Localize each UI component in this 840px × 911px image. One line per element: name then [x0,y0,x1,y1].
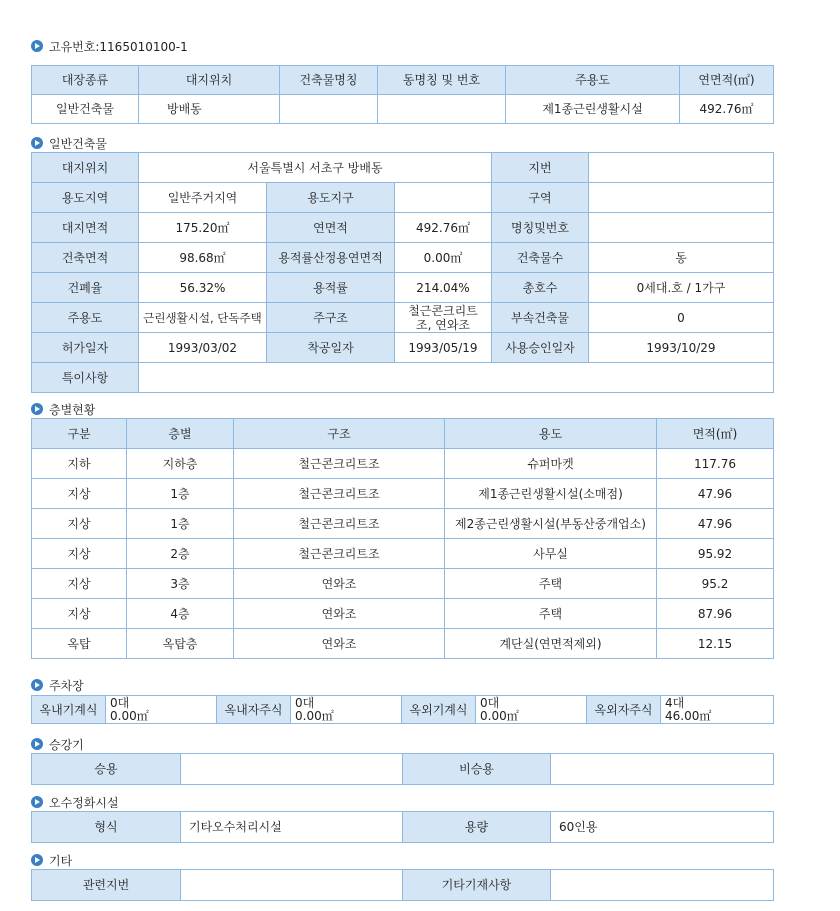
floor-cell: 옥탑 [32,629,127,659]
use-zone-value: 일반주거지역 [139,183,267,213]
floor-cell: 철근콘크리트조 [234,509,445,539]
far-area-value: 0.00㎡ [395,243,492,273]
parking-heading [31,677,84,693]
other-label: 기타기재사항 [403,870,551,901]
table-row [32,509,774,539]
passenger-value [181,754,403,785]
sewage-type-value: 기타오수처리시설 [181,812,403,843]
summary-header: 연면적(㎡) [680,66,774,95]
bullet-arrow-icon [31,854,43,866]
name-no-label: 명칭및번호 [492,213,589,243]
related-lot-label: 관련지번 [32,870,181,901]
etc-table [31,869,774,901]
structure-label: 주구조 [267,303,395,333]
section-title: 층별현황 [49,402,96,417]
summary-value: 제1종근린생활시설 [506,95,680,124]
floor-cell: 2층 [127,539,234,569]
floors-heading [31,401,95,417]
permit-date-label: 허가일자 [32,333,139,363]
floor-cell: 47.96 [657,479,774,509]
summary-value: 492.76㎡ [680,95,774,124]
floors-table [31,418,774,659]
floor-cell: 지상 [32,509,127,539]
floors-header: 구조 [234,419,445,449]
sewage-heading [31,794,119,810]
parking-value [476,696,587,724]
parking-area: 46.00㎡ [665,708,712,723]
parking-count: 0대 [480,695,500,710]
floor-cell: 철근콘크리트조 [234,479,445,509]
permit-date-value: 1993/03/02 [139,333,267,363]
site-location-value: 서울특별시 서초구 방배동 [139,153,492,183]
general-building-heading [31,135,107,151]
elevator-heading [31,736,84,752]
floors-header: 구분 [32,419,127,449]
parking-table [31,695,774,724]
site-location-label: 대지위치 [32,153,139,183]
parking-value [291,696,402,724]
bullet-arrow-icon [31,679,43,691]
section-title: 승강기 [49,737,84,752]
bullet-arrow-icon [31,796,43,808]
floor-cell: 철근콘크리트조 [234,539,445,569]
floor-cell: 4층 [127,599,234,629]
table-row [32,539,774,569]
approval-date-value: 1993/10/29 [589,333,774,363]
sewage-table [31,811,774,843]
total-floor-area-label: 연면적 [267,213,395,243]
summary-header: 동명칭 및 번호 [378,66,506,95]
related-lot-value [181,870,403,901]
sewage-type-label: 형식 [32,812,181,843]
table-row [32,479,774,509]
floor-cell: 지상 [32,599,127,629]
far-label: 용적률 [267,273,395,303]
general-building-table [31,152,774,393]
floor-cell: 95.92 [657,539,774,569]
floor-cell: 47.96 [657,509,774,539]
table-row [32,629,774,659]
summary-value [280,95,378,124]
bullet-arrow-icon [31,137,43,149]
area-zone-label: 구역 [492,183,589,213]
bullet-arrow-icon [31,403,43,415]
units-label: 총호수 [492,273,589,303]
unique-number: 고유번호:1165010100-1 [49,39,188,54]
annex-value: 0 [589,303,774,333]
floor-cell: 87.96 [657,599,774,629]
units-value: 0세대.호 / 1가구 [589,273,774,303]
floor-cell: 3층 [127,569,234,599]
floor-cell: 제2종근린생활시설(부동산중개업소) [445,509,657,539]
site-area-value: 175.20㎡ [139,213,267,243]
start-date-value: 1993/05/19 [395,333,492,363]
summary-value [378,95,506,124]
total-floor-area-value: 492.76㎡ [395,213,492,243]
use-zone-label: 용도지역 [32,183,139,213]
building-area-label: 건축면적 [32,243,139,273]
use-district-value [395,183,492,213]
building-count-label: 건축물수 [492,243,589,273]
summary-table [31,65,774,124]
coverage-value: 56.32% [139,273,267,303]
floor-cell: 1층 [127,479,234,509]
emergency-value [551,754,774,785]
main-use-value: 근린생활시설, 단독주택 [139,303,267,333]
section-title: 기타 [49,853,73,868]
passenger-label: 승용 [32,754,181,785]
unique-number-heading [31,38,188,54]
floor-cell: 12.15 [657,629,774,659]
bullet-arrow-icon [31,738,43,750]
parking-label: 옥내기계식 [32,696,106,724]
elevator-table [31,753,774,785]
lot-no-label: 지번 [492,153,589,183]
etc-heading [31,852,72,868]
floor-cell: 지하 [32,449,127,479]
parking-count: 0대 [295,695,315,710]
other-value [551,870,774,901]
name-no-value [589,213,774,243]
summary-value: 방배동 [139,95,280,124]
floor-cell: 계단실(연면적제외) [445,629,657,659]
parking-area: 0.00㎡ [480,708,519,723]
floor-cell: 지상 [32,539,127,569]
floor-cell: 지하층 [127,449,234,479]
coverage-label: 건폐율 [32,273,139,303]
floor-cell: 제1종근린생활시설(소매점) [445,479,657,509]
floor-cell: 95.2 [657,569,774,599]
parking-label: 옥외기계식 [402,696,476,724]
section-title: 오수정화시설 [49,795,119,810]
remarks-label: 특이사항 [32,363,139,393]
parking-label: 옥내자주식 [217,696,291,724]
remarks-value [139,363,774,393]
floor-cell: 지상 [32,569,127,599]
floor-cell: 연와조 [234,599,445,629]
bullet-arrow-icon [31,40,43,52]
floor-cell: 1층 [127,509,234,539]
summary-value: 일반건축물 [32,95,139,124]
lot-no-value [589,153,774,183]
summary-header: 대지위치 [139,66,280,95]
floor-cell: 옥탑층 [127,629,234,659]
floor-cell: 사무실 [445,539,657,569]
summary-header: 대장종류 [32,66,139,95]
floors-header: 용도 [445,419,657,449]
table-row [32,449,774,479]
section-title: 일반건축물 [49,136,107,151]
floor-cell: 지상 [32,479,127,509]
approval-date-label: 사용승인일자 [492,333,589,363]
use-district-label: 용도지구 [267,183,395,213]
summary-header: 주용도 [506,66,680,95]
parking-count: 4대 [665,695,685,710]
floor-cell: 연와조 [234,629,445,659]
table-row [32,599,774,629]
floor-cell: 슈퍼마켓 [445,449,657,479]
parking-count: 0대 [110,695,130,710]
floor-cell: 117.76 [657,449,774,479]
parking-label: 옥외자주식 [587,696,661,724]
section-title: 주차장 [49,678,84,693]
sewage-capacity-value: 60인용 [551,812,774,843]
annex-label: 부속건축물 [492,303,589,333]
floor-cell: 주택 [445,569,657,599]
floor-cell: 연와조 [234,569,445,599]
far-area-label: 용적률산정용연면적 [267,243,395,273]
summary-header: 건축물명칭 [280,66,378,95]
building-count-value: 동 [589,243,774,273]
structure-value: 철근콘크리트조, 연와조 [395,303,492,333]
parking-value [106,696,217,724]
table-row [32,569,774,599]
building-area-value: 98.68㎡ [139,243,267,273]
parking-area: 0.00㎡ [110,708,149,723]
sewage-capacity-label: 용량 [403,812,551,843]
emergency-label: 비승용 [403,754,551,785]
parking-value [661,696,774,724]
start-date-label: 착공일자 [267,333,395,363]
floor-cell: 철근콘크리트조 [234,449,445,479]
parking-area: 0.00㎡ [295,708,334,723]
floors-header: 면적(㎡) [657,419,774,449]
floors-header: 층별 [127,419,234,449]
main-use-label: 주용도 [32,303,139,333]
area-zone-value [589,183,774,213]
floor-cell: 주택 [445,599,657,629]
site-area-label: 대지면적 [32,213,139,243]
far-value: 214.04% [395,273,492,303]
